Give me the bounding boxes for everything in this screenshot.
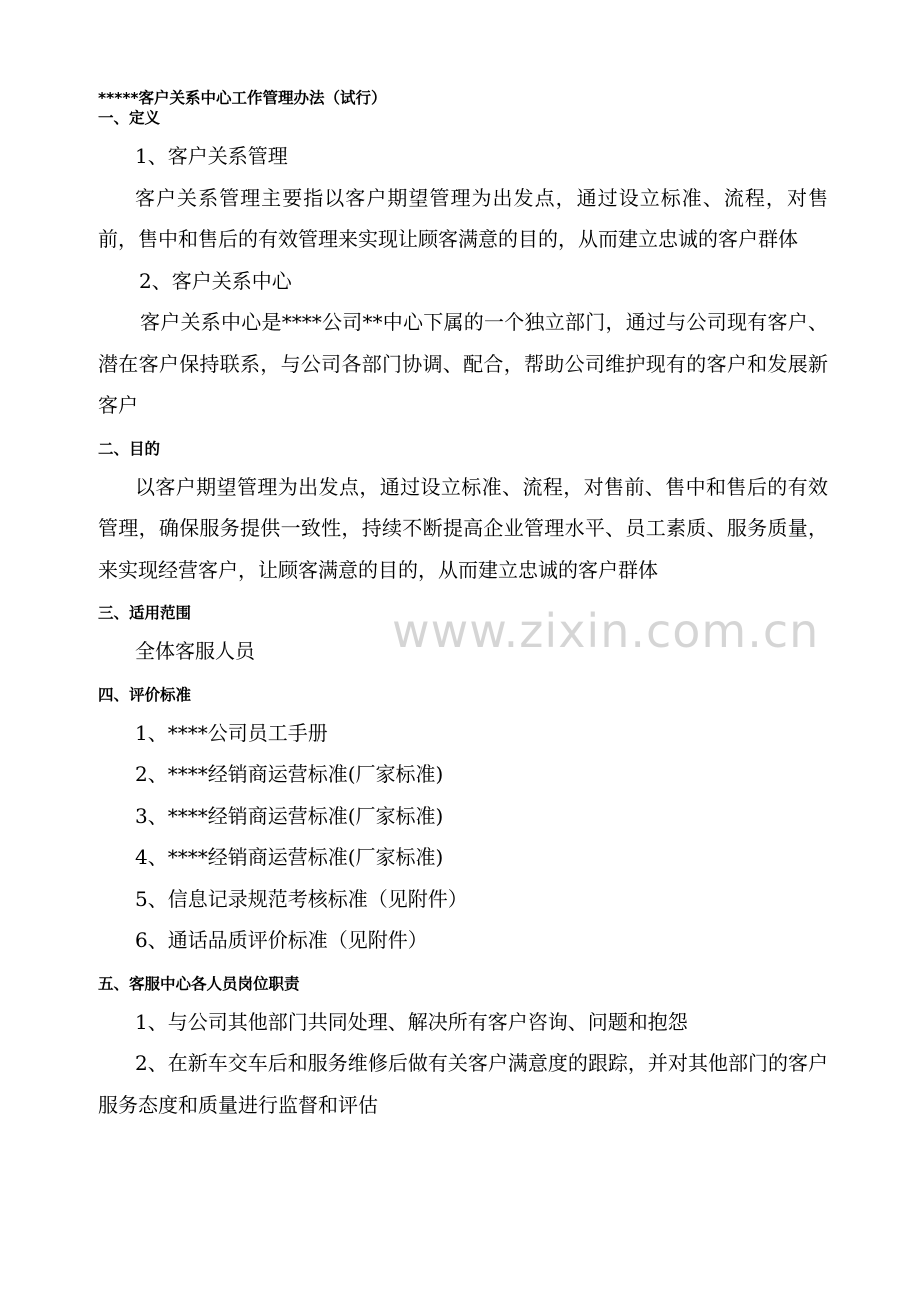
list-item: 2、****经销商运营标准(厂家标准) xyxy=(135,762,444,786)
list-item: 1、与公司其他部门共同处理、解决所有客户咨询、问题和抱怨 xyxy=(135,1009,688,1034)
subsection-title-crm: 1、客户关系管理 xyxy=(135,144,288,168)
list-item: 5、信息记录规范考核标准（见附件） xyxy=(135,886,468,911)
document-page xyxy=(98,88,828,1126)
list-item: 3、****经销商运营标准(厂家标准) xyxy=(135,803,444,828)
section-heading-definition: 一、定义 xyxy=(98,109,161,127)
paragraph-purpose: 以客户期望管理为出发点，通过设立标准、流程，对售前、售中和售后的有效管理，确保服务提供一致性，持续不断提高企业管理水平、员工素质、服务质量，来实现经营客户，让顾客满意的目的，从而建立忠诚的客户群体 xyxy=(98,474,828,582)
criteria-list xyxy=(98,713,828,962)
section-heading-purpose: 二、目的 xyxy=(98,439,161,458)
section-heading-responsibilities: 五、客服中心各人员岗位职责 xyxy=(98,974,300,993)
list-item: 6、通话品质评价标准（见附件） xyxy=(135,928,428,952)
paragraph-crm-center-definition: 客户关系中心是****公司**中心下属的一个独立部门，通过与公司现有客户、潜在客户保持联系，与公司各部门协调、配合，帮助公司维护现有的客户和发展新客户 xyxy=(98,310,828,417)
section-heading-criteria: 四、评价标准 xyxy=(98,685,192,704)
list-item: 1、****公司员工手册 xyxy=(135,720,328,745)
paragraph-crm-definition: 客户关系管理主要指以客户期望管理为出发点，通过设立标准、流程，对售前，售中和售后的有效管理来实现让顾客满意的目的，从而建立忠诚的客户群体 xyxy=(98,185,828,251)
list-item: 2、在新车交车后和服务维修后做有关客户满意度的跟踪，并对其他部门的客户服务态度和质量进行监督和评估 xyxy=(98,1051,828,1117)
section-heading-scope: 三、适用范围 xyxy=(98,604,192,622)
watermark: www.zixin.com.cn xyxy=(392,604,820,658)
document-title: *****客户关系中心工作管理办法（试行） xyxy=(98,89,387,107)
subsection-title-crm-center: 2、客户关系中心 xyxy=(139,268,292,293)
paragraph-scope: 全体客服人员 xyxy=(135,639,255,663)
list-item: 4、****经销商运营标准(厂家标准) xyxy=(135,845,444,869)
